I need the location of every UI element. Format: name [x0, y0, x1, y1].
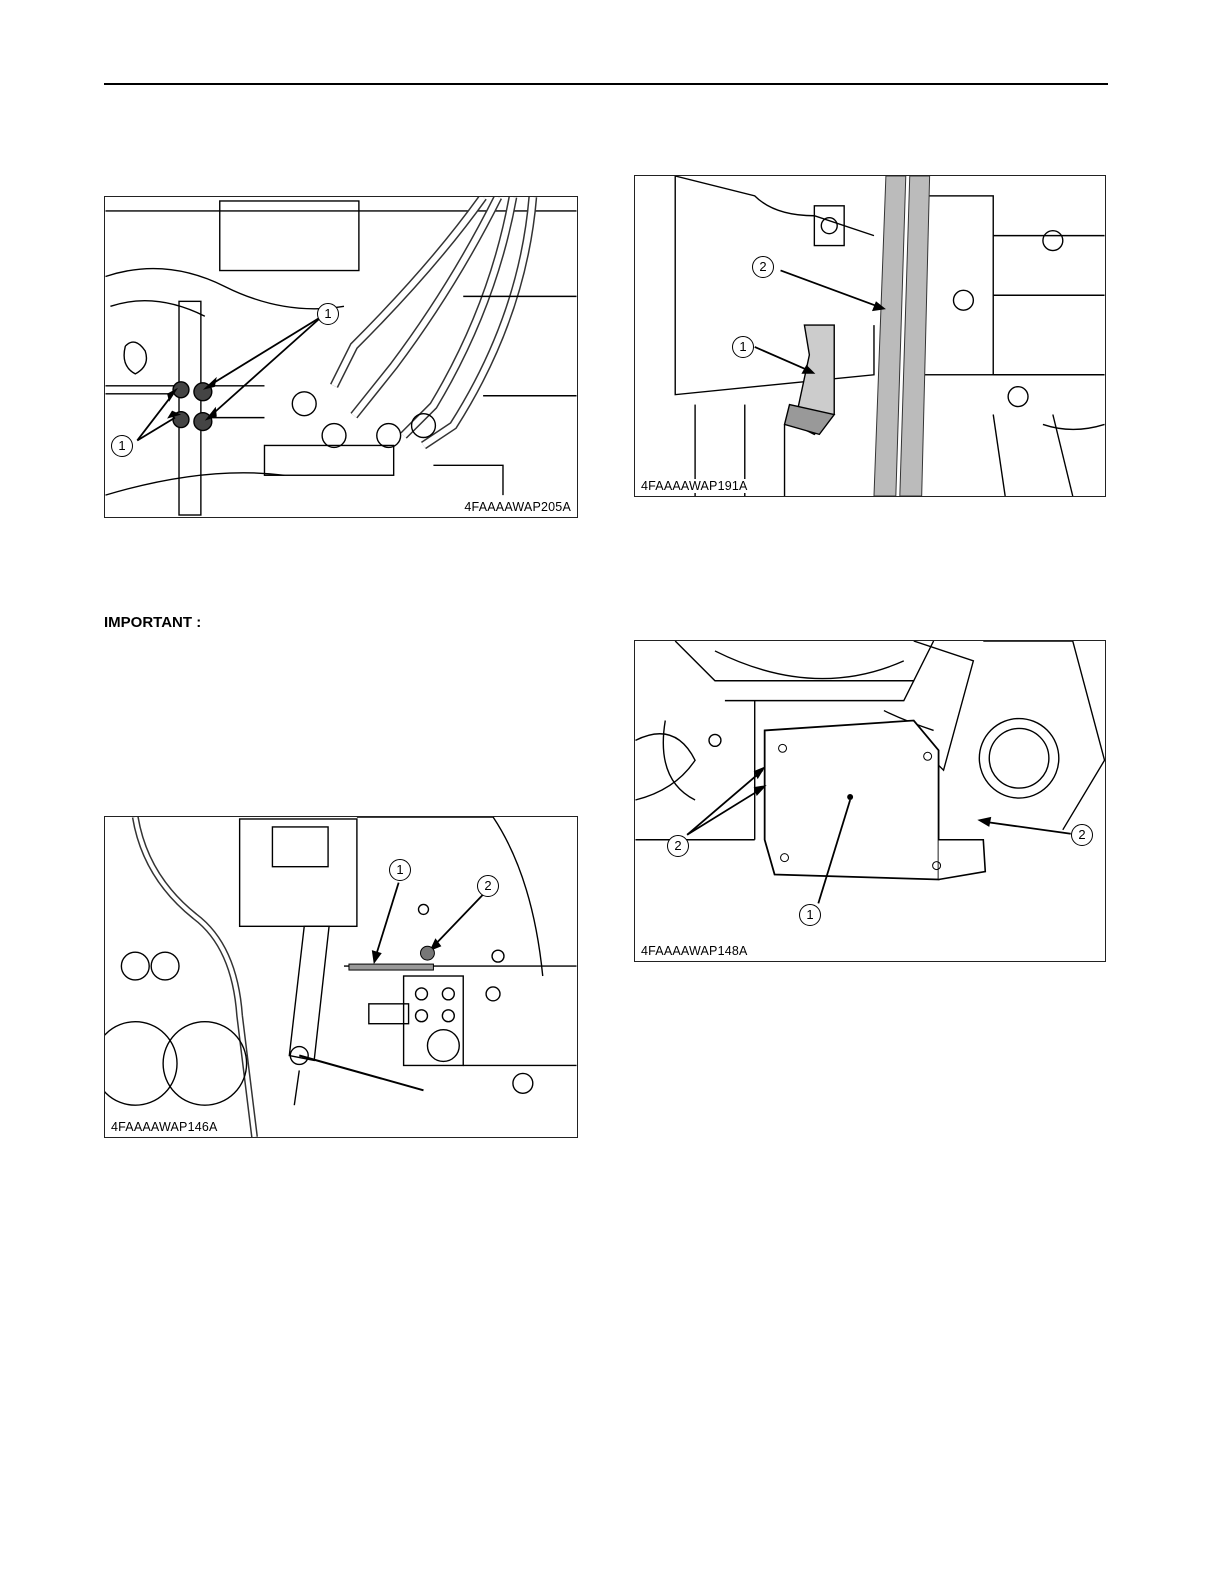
figure-hydraulic-couplers — [104, 196, 578, 518]
header-rule — [104, 83, 1108, 85]
callout-1: 1 — [732, 336, 754, 358]
important-label: IMPORTANT : — [104, 614, 202, 631]
callout-2-a: 2 — [667, 835, 689, 857]
callout-2: 2 — [477, 875, 499, 897]
callout-1: 1 — [799, 904, 821, 926]
figure-code: 4FAAAAWAP191A — [641, 479, 748, 493]
callout-2-b: 2 — [1071, 824, 1093, 846]
figure-linkage — [104, 816, 578, 1138]
figure-code: 4FAAAAWAP148A — [641, 944, 748, 958]
figure-hose-bracket — [634, 175, 1106, 497]
hydraulic-couplers-drawing — [105, 197, 577, 517]
callout-1-a: 1 — [317, 303, 339, 325]
cover-plate-drawing — [635, 641, 1105, 961]
figure-code: 4FAAAAWAP205A — [464, 500, 571, 514]
figure-code: 4FAAAAWAP146A — [111, 1120, 218, 1134]
callout-1: 1 — [389, 859, 411, 881]
figure-cover-plate — [634, 640, 1106, 962]
callout-1-b: 1 — [111, 435, 133, 457]
linkage-drawing — [105, 817, 577, 1137]
hose-bracket-drawing — [635, 176, 1105, 496]
callout-2: 2 — [752, 256, 774, 278]
